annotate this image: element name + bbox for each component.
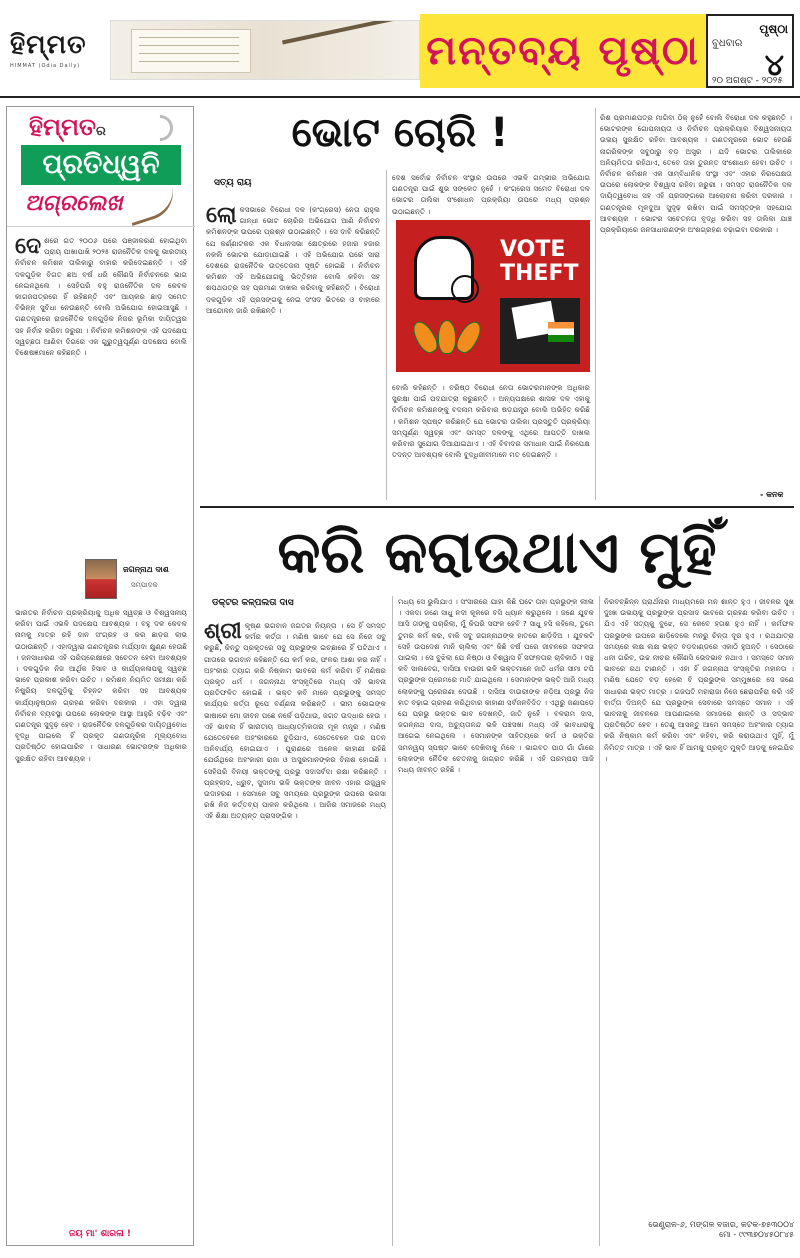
editor-credit bbox=[15, 559, 187, 603]
article2-column1 bbox=[204, 620, 386, 822]
dropcap: ଲୋ bbox=[206, 203, 237, 228]
article2-headline[interactable]: କରି କରାଉଥାଏ ମୁହିଁ bbox=[277, 518, 717, 586]
editor-role: ସମ୍ପାଦକ bbox=[131, 581, 158, 589]
article2-column3: ନିରବଚ୍ଛିନ୍ନ ପ୍ରାର୍ଥନାର ମାଧ୍ୟମରେ ମନ ଶାନ୍ତ ହୁଏ । ଜୀବନର ସୁଖ ଦୁଃଖ ଉଭୟକୁ ପ୍ରଭୁଙ୍କ ପ୍ରସାଦ ଭାବରେ ଗ୍ରହଣ କରିବା ଉଚିତ । ଯିଏ ଏହି ସତ୍ୟକୁ ବୁଝେ, ସେ କେବେ ହତାଶ ହୁଏ ନାହିଁ । କର୍ମଫଳ ପ୍ରଭୁଙ୍କ ଉପରେ ଛାଡ଼ିଦେଲେ ମନରୁ ଚିନ୍ତା ଦୂର ହୁଏ । ରଥଯାତ୍ରା ସମୟରେ ଲକ୍ଷ ଲକ୍ଷ ଭକ୍ତ ବଡ଼ଦାଣ୍ଡରେ ଏକାଠି ହୁଅନ୍ତି । ସେଠାରେ ଧନୀ ଗରିବ, ଉଚ୍ଚ ନୀଚର କୌଣସି ଭେଦଭାବ ନଥାଏ । ସମସ୍ତେ ସମାନ ଭାବରେ ରଥ ଟାଣନ୍ତି । ଏହା ହିଁ ଜଗନ୍ନାଥ ସଂସ୍କୃତିର ମହାନତା । ମଣିଷ ଯେତେ ବଡ଼ ହେଲେ ବି ପ୍ରଭୁଙ୍କ ସମ୍ମୁଖରେ ସେ ଜଣେ ସାଧାରଣ ଭକ୍ତ ମାତ୍ର । ଗଜପତି ମହାରାଜା ନିଜେ ଛେରାପହଁରା କରି ଏହି ବାର୍ତ୍ତା ଦିଅନ୍ତି ଯେ ପ୍ରଭୁଙ୍କ ସେବାରେ ସମସ୍ତେ ସମାନ । ଏହି ଭାବନାକୁ ଜୀବନରେ ଆପଣାଇଲେ ସମାଜରେ ଶାନ୍ତି ଓ ସଦ୍ଭାବ ପ୍ରତିଷ୍ଠିତ ହେବ । ତେଣୁ ଆସନ୍ତୁ ଆମେ ସମସ୍ତେ ଅହଂକାର ତ୍ୟାଗ କରି ନିଷ୍କାମ କର୍ମ କରିବା ଏବଂ କହିବା, କରି କରାଉଥାଏ ମୁହିଁ, ମୁଁ ନିମିତ୍ତ ମାତ୍ର । ଏହି ଭାବ ହିଁ ଆମକୁ ପ୍ରକୃତ ମୁକ୍ତି ଆଡ଼କୁ ନେଇଯିବ । bbox=[604, 597, 794, 763]
section-divider bbox=[200, 506, 794, 508]
paper-line bbox=[139, 61, 239, 62]
lotus-petal bbox=[453, 318, 486, 356]
editor-name: ଜଗନ୍ନାଥ ଦାଶ bbox=[123, 565, 169, 574]
palm-line bbox=[451, 275, 479, 303]
brand-banner: ପ୍ରତିଧ୍ୱନି bbox=[21, 145, 181, 185]
date-label: ୨୦ ଅଗଷ୍ଟ - ୨୦୨୫ bbox=[712, 76, 783, 86]
page-title-band bbox=[420, 14, 706, 88]
column-divider bbox=[386, 170, 387, 500]
article2-column2: ମଧ୍ୟ ସେ ଭୁଲିଯାଏ । ସଂସାରରେ ଯାହା କିଛି ଘଟେ ତାହା ପ୍ରଭୁଙ୍କ ଲୀଳା । ଏକଦା ଜଣେ ସାଧୁ ନଦୀ କୂଳରେ ବସି ଧ୍ୟାନ କରୁଥିଲେ । ଜଣେ ଯୁବକ ଆସି ତାଙ୍କୁ ପଚାରିଲା, ମୁଁ କିପରି ସଫଳ ହେବି ? ସାଧୁ ହସି କହିଲେ, ତୁମେ ତୁମର କର୍ମ କର, ବାକି ସବୁ ଜଗନ୍ନାଥଙ୍କ ହାତରେ ଛାଡ଼ିଦିଅ । ଯୁବକଟି ସେହି ଉପଦେଶ ମାନି ଚାଲିଲା ଏବଂ କିଛି ବର୍ଷ ପରେ ଜୀବନରେ ସଫଳତା ପାଇଲା । ସେ ବୁଝିଲା ଯେ ନିଷ୍ଠା ଓ ବିଶ୍ୱାସ ହିଁ ସଫଳତାର ଚାବିକାଠି । ସନ୍ଥ କବି ସାଲବେଗ, ଦାସିଆ ବାଉରୀ ଭଳି ଭକ୍ତମାନେ ଜାତି ଧର୍ମର ସୀମା ଟପି ପ୍ରଭୁଙ୍କ ପ୍ରେମରେ ମାତି ଯାଇଥିଲେ । ସେମାନଙ୍କ ଭକ୍ତି ଆଜି ମଧ୍ୟ ଲୋକଙ୍କୁ ପ୍ରେରଣା ଦେଉଛି । ଦାସିଆ ବାଉରୀଙ୍କ ନଡ଼ିଆ ପ୍ରଭୁ ନିଜ ହାତ ବଢ଼ାଇ ଗ୍ରହଣ କରିଥିବାର କାହାଣୀ ସର୍ବଜନବିଦିତ । ଏଥିରୁ ଜଣାପଡ଼େ ଯେ ପ୍ରଭୁ ଭକ୍ତର ଭାବ ଦେଖନ୍ତି, ଜାତି ନୁହେଁ । ବଳରାମ ଦାସ, ଜଗନ୍ନାଥ ଦାସ, ଅଚ୍ୟୁତାନନ୍ଦ ଭଳି ପଞ୍ଚସଖା ମଧ୍ୟ ଏହି ଭାବଧାରାକୁ ଆଗେଇ ନେଇଥିଲେ । ସେମାନଙ୍କ ସାହିତ୍ୟରେ କର୍ମ ଓ ଭକ୍ତିର ସମନ୍ୱୟ ସ୍ପଷ୍ଟ ଭାବେ ଦେଖିବାକୁ ମିଳେ । ଭାଗବତ ପାଠ ଗାଁ ଗାଁରେ ଲୋକଙ୍କ ନୈତିକ ଚେତନାକୁ ଜାଗ୍ରତ କରିଛି । ଏହି ପରମ୍ପରା ଆଜି ମଧ୍ୟ ଜୀବନ୍ତ ରହିଛି । bbox=[398, 597, 594, 775]
editorial-text-upper bbox=[15, 235, 187, 358]
column-divider bbox=[595, 108, 596, 500]
brand-title-text: ହିମ୍ମତ bbox=[29, 113, 97, 141]
lotus-petal bbox=[438, 320, 456, 354]
article1-paragraph: କସଭାରେ ବିରୋଧୀ ଦଳ (କଂଗ୍ରେସ) ନେତା ରାହୁଲ ଗାନ୍ଧୀ ଭୋଟ ଚୋରିର ଅଭିଯୋଗ ଆଣି ନିର୍ବାଚନ କମିଶନଙ୍କ ଉପରେ ପ୍ରଶ୍ନ ଉଠାଇଛନ୍ତି । ସେ ଦାବି କରିଛନ୍ତି ଯେ କର୍ଣ୍ଣାଟକର ଏକ ବିଧାନସଭା କ୍ଷେତ୍ରରେ ହଜାର ହଜାର ନକଲି ଭୋଟର ଯୋଡ଼ାଯାଇଛି । ଏହି ଅଭିଯୋଗ ପରେ ସାରା ଦେଶରେ ରାଜନୈତିକ ଉତ୍ତେଜନା ସୃଷ୍ଟି ହୋଇଛି । ନିର୍ବାଚନ କମିଶନ ଏହି ଅଭିଯୋଗକୁ ଭିତ୍ତିହୀନ ବୋଲି କହିବା ସହ ଶପଥପତ୍ର ସହ ପ୍ରମାଣ ଦାଖଲ କରିବାକୁ କହିଛନ୍ତି । ବିରୋଧୀ ଦଳଗୁଡ଼ିକ ଏହି ପ୍ରସଙ୍ଗକୁ ନେଇ ସଂସଦ ଭିତରେ ଓ ବାହାରେ ଆନ୍ଦୋଳନ ଜାରି ରଖିଛନ୍ତି । bbox=[206, 205, 380, 315]
article1-headline[interactable]: ଭୋଟ ଚୋରି ! bbox=[291, 110, 509, 156]
page-number: ୪ bbox=[764, 48, 784, 83]
article1-column1 bbox=[206, 204, 380, 316]
editorial-text-lower: ଭାରତର ନିର୍ବାଚନ ପ୍ରକ୍ରିୟାକୁ ଅଧିକ ସ୍ୱଚ୍ଛ ଓ ବିଶ୍ୱସନୀୟ କରିବା ପାଇଁ ଏଭଳି ପଦକ୍ଷେପ ଆବଶ୍ୟକ । ବହୁ ଦଳ କେବଳ ନାମକୁ ମାତ୍ର ରହି ଦାନ ସଂଗ୍ରହ ଓ କର ଛାଡ଼ର ଲାଭ ଉଠାଉଛନ୍ତି । ଏହାଦ୍ୱାରା ଗଣତନ୍ତ୍ରର ମର୍ଯ୍ୟାଦା କ୍ଷୁଣ୍ଣ ହେଉଛି । ଜନସାଧାରଣ ଏହି ପରିପ୍ରେକ୍ଷୀରେ ସଚେତନ ହେବା ଆବଶ୍ୟକ । ଦଳଗୁଡ଼ିକ ନିଜ ଆର୍ଥିକ ହିସାବ ଓ କାର୍ଯ୍ୟକଳାପକୁ ସ୍ୱଚ୍ଛ ଭାବେ ପ୍ରକାଶ କରିବା ଉଚିତ । କମିଶନ ନିୟମିତ ସମୀକ୍ଷା କରି ନିଷ୍କ୍ରିୟ ଦଳଗୁଡ଼ିକୁ ଚିହ୍ନଟ କରିବା ସହ ଆବଶ୍ୟକ କାର୍ଯ୍ୟାନୁଷ୍ଠାନ ଗ୍ରହଣ କରିବା ଦରକାର । ଏହା ଦ୍ୱାରା ନିର୍ବାଚନ ବ୍ୟବସ୍ଥା ଉପରେ ଲୋକଙ୍କ ଆସ୍ଥା ଆହୁରି ବଢ଼ିବ ଏବଂ ଗଣତନ୍ତ୍ର ସୁଦୃଢ଼ ହେବ । ରାଜନୈତିକ ଦଳଗୁଡ଼ିକର ଦାୟିତ୍ୱବୋଧ ବୃଦ୍ଧି ପାଇଲେ ହିଁ ପ୍ରକୃତ ଗଣତାନ୍ତ୍ରିକ ମୂଲ୍ୟବୋଧ ପ୍ରତିଷ୍ଠିତ ହୋଇପାରିବ । ସାଧାରଣ ଭୋଟରଙ୍କ ଅଧିକାର ସୁରକ୍ଷିତ ରହିବା ଆବଶ୍ୟକ । bbox=[15, 608, 187, 763]
article2-byline: ଡକ୍ଟର କଳ୍ପଲତା ଦାସ bbox=[212, 598, 294, 608]
broadcast-icon bbox=[142, 110, 179, 147]
author-contact bbox=[604, 1220, 794, 1240]
column-divider bbox=[599, 596, 600, 1246]
article1-column2b: ବୋଲି କହିଛନ୍ତି । ବରିଷ୍ଠ ବିରୋଧୀ ନେତା ଭୋଟରମାନଙ୍କ ଅଧିକାର ସୁରକ୍ଷା ପାଇଁ ପଦଯାତ୍ରା କରୁଛନ୍ତି । ଅନ୍ୟପକ୍ଷରେ ଶାସକ ଦଳ ଏହାକୁ ନିର୍ବାଚନ କମିଶନଙ୍କୁ ବଦନାମ କରିବାର ଷଡ଼ଯନ୍ତ୍ର ବୋଲି ଅଭିହିତ କରିଛି । କମିଶନ ସ୍ପଷ୍ଟ କରିଛନ୍ତି ଯେ ଭୋଟର ତାଲିକା ପ୍ରସ୍ତୁତି ପ୍ରକ୍ରିୟା ସମ୍ପୂର୍ଣ୍ଣ ସ୍ୱଚ୍ଛ ଏବଂ ସମସ୍ତ ଦଳଙ୍କୁ ଏଥିରେ ଆପତ୍ତି ଦାଖଲ କରିବାର ସୁଯୋଗ ଦିଆଯାଇଥାଏ । ଏହି ବିବାଦର ସମାଧାନ ପାଇଁ ନିରପେକ୍ଷ ତଦନ୍ତ ଆବଶ୍ୟକ ବୋଲି ବୁଦ୍ଧିଜୀବୀମାନେ ମତ ଦେଇଛନ୍ତି । bbox=[392, 383, 590, 460]
hand-symbol-icon bbox=[414, 236, 474, 300]
quill-icon bbox=[124, 184, 180, 226]
column-divider bbox=[392, 596, 393, 1246]
lotus-petal bbox=[409, 318, 442, 356]
sidebar-footer: ଜୟ ମା' ଶାରଳା ! bbox=[69, 1229, 131, 1239]
paper-line bbox=[139, 45, 239, 46]
editorial-sidebar bbox=[6, 106, 194, 1246]
author-phone: ମୋ - ୯୯୩୭୦୪୫୦୮୪୫ bbox=[719, 1230, 794, 1239]
author-address: ଭେଣ୍ଟ୍ରାଳ-୬, ମଙ୍ଗଳ ବଜାର, କଟକ-୭୫୩୦୦୪ bbox=[648, 1220, 794, 1229]
dropcap: ଶ୍ରୀ bbox=[204, 619, 242, 644]
lotus-symbol-icon bbox=[412, 312, 482, 362]
paper-line bbox=[139, 53, 239, 54]
masthead-decor-image bbox=[110, 20, 420, 80]
editor-photo bbox=[85, 559, 117, 599]
masthead bbox=[0, 0, 800, 98]
dropcap: ଦେ bbox=[15, 234, 42, 259]
brand-title-suffix: ର bbox=[96, 124, 106, 139]
article2-paragraph: କୃଷ୍ଣ ଭଗବାନ ଜଗତର ନିୟନ୍ତା । ସେ ହିଁ ସମସ୍ତ କର୍ମର କର୍ତ୍ତା । ମଣିଷ ଭାବେ ଯେ ସେ ନିଜେ ସବୁ କରୁଛି, କିନ୍ତୁ ପ୍ରକୃତରେ ସବୁ ପ୍ରଭୁଙ୍କ ଇଚ୍ଛାରେ ହିଁ ଘଟିଥାଏ । ଗୀତାରେ ଭଗବାନ କହିଛନ୍ତି ଯେ କର୍ମ କର, ଫଳର ଆଶା କର ନାହିଁ । ଅହଂକାର ତ୍ୟାଗ କରି ନିଷ୍କାମ ଭାବରେ କର୍ମ କରିବା ହିଁ ମଣିଷର ପ୍ରକୃତ ଧର୍ମ । ଜଗନ୍ନାଥ ସଂସ୍କୃତିରେ ମଧ୍ୟ ଏହି ଭାବନା ପ୍ରତିଫଳିତ ହୋଇଛି । ଭକ୍ତ କବି ମାନେ ପ୍ରଭୁଙ୍କୁ ସମସ୍ତ କାର୍ଯ୍ୟର କର୍ତ୍ତା ରୂପେ ବର୍ଣ୍ଣନା କରିଛନ୍ତି । ଭୀମ ଭୋଇଙ୍କ ଭାଷାରେ ମୋ ଜୀବନ ପଛେ ନର୍କେ ପଡ଼ିଥାଉ, ଜଗତ ଉଦ୍ଧାର ହେଉ । ଏହି ଭାବନା ହିଁ ଭାରତୀୟ ଆଧ୍ୟାତ୍ମିକତାର ମୂଳ ମନ୍ତ୍ର । ମଣିଷ ଯେତେବେଳେ ଅହଂକାରରେ ବୁଡ଼ିଯାଏ, ସେତେବେଳେ ତାର ପତନ ଅନିବାର୍ଯ୍ୟ ହୋଇଯାଏ । ପୁରାଣରେ ଅନେକ କାହାଣୀ ରହିଛି ଯେଉଁଥିରେ ଅହଂକାରୀ ରାଜା ଓ ଅସୁରମାନଙ୍କର ବିନାଶ ହୋଇଛି । ସେହିପରି ବିନୟୀ ଭକ୍ତଙ୍କୁ ପ୍ରଭୁ ସଦାସର୍ବଦା ରକ୍ଷା କରିଛନ୍ତି । ପ୍ରହ୍ଲାଦ, ଧ୍ରୁବ, ସୁଦାମା ଭଳି ଭକ୍ତଙ୍କ ଜୀବନ ଏହାର ଉଜ୍ଜ୍ୱଳ ଉଦାହରଣ । ସେମାନେ ସବୁ ସମୟରେ ପ୍ରଭୁଙ୍କ ଉପରେ ଭରସା ରଖି ନିଜ କର୍ତ୍ତବ୍ୟ ପାଳନ କରିଥିଲେ । ଆଜିର ସମାଜରେ ମଧ୍ୟ ଏହି ଶିକ୍ଷା ଅତ୍ୟନ୍ତ ପ୍ରାସଙ୍ଗିକ । bbox=[204, 621, 386, 821]
page-title: ମନ୍ତବ୍ୟ ପୃଷ୍ଠା bbox=[426, 28, 700, 74]
paper-illustration bbox=[131, 29, 251, 73]
brand-subtitle: ଅଗ୍ରଲେଖ bbox=[25, 191, 123, 216]
flag-icon bbox=[548, 322, 574, 342]
article1-byline: ସତ୍ୟ ରାୟ bbox=[214, 178, 252, 188]
logo-text: ହିମ୍ମତ bbox=[10, 30, 87, 60]
logo-subtitle: HIMMAT (Odia Daily) bbox=[10, 63, 81, 69]
date-box bbox=[706, 14, 794, 88]
article1-column2a: ଦେଶ ସର୍ବୋଚ୍ଚ ନିର୍ବାଚନ ସଂସ୍ଥାର ଉପରେ ଏଭଳି ଗମ୍ଭୀର ଅଭିଯୋଗ ଗଣତନ୍ତ୍ର ପାଇଁ ଶୁଭ ସଙ୍କେତ ନୁହେଁ । କଂଗ୍ରେସ ସମେତ ବିରୋଧୀ ଦଳ ଭୋଟର ତାଲିକା ସଂଶୋଧନ ପ୍ରକ୍ରିୟା ଉପରେ ମଧ୍ୟ ପ୍ରଶ୍ନ ଉଠାଇଛନ୍ତି । bbox=[392, 173, 590, 216]
paper-line bbox=[139, 37, 239, 38]
vote-theft-label: VOTE THEFT bbox=[500, 237, 579, 286]
article1-column3: ରିଶ ପ୍ରମାଣପତ୍ର ମାଗିବା ଠିକ୍ ନୁହେଁ ବୋଲି ବିରୋଧୀ ଦଳ କହୁଛନ୍ତି । ଭୋଟରଙ୍କ ଗୋପନୀୟତା ଓ ନିର୍ବାଚନ ପ୍ରକ୍ରିୟାର ବିଶ୍ୱସନୀୟତା ଉଭୟ ସୁରକ୍ଷିତ ରହିବା ଆବଶ୍ୟକ । ଗଣତନ୍ତ୍ରରେ ଭୋଟ ହେଉଛି ନାଗରିକଙ୍କ ସବୁଠାରୁ ବଡ଼ ଅସ୍ତ୍ର । ଯଦି ଭୋଟର ତାଲିକାରେ ଅନିୟମିତତା ରହିଥାଏ, ତେବେ ତାହା ତୁରନ୍ତ ସଂଶୋଧନ ହେବା ଉଚିତ । ନିର୍ବାଚନ କମିଶନ ଏକ ସାମ୍ବିଧାନିକ ସଂସ୍ଥା ଏବଂ ଏହାର ନିରପେକ୍ଷତା ଉପରେ ଲୋକଙ୍କ ବିଶ୍ୱାସ ରହିବା ଜରୁରୀ । ସମସ୍ତ ରାଜନୈତିକ ଦଳ ଦାୟିତ୍ୱବୋଧ ସହ ଏହି ପ୍ରସଙ୍ଗରେ ଆଲୋଚନା କରିବା ଦରକାର । ଗଣତନ୍ତ୍ରର ମୂଳଦୁଆ ସୁଦୃଢ଼ ରଖିବା ପାଇଁ ସମସ୍ତଙ୍କ ସହଯୋଗ ଆବଶ୍ୟକ । ଭୋଟର ସଚେତନତା ବୃଦ୍ଧି କରିବା ସହ ତାଲିକା ଯାଞ୍ଚ ପ୍ରକ୍ରିୟାରେ ଜନସାଧାରଣଙ୍କ ଅଂଶଗ୍ରହଣ ବଢ଼ାଇବା ଦରକାର । bbox=[600, 113, 792, 235]
page-label: ପୃଷ୍ଠା bbox=[759, 22, 788, 36]
brand-title bbox=[29, 113, 106, 141]
newspaper-logo[interactable] bbox=[10, 30, 102, 76]
column-brand bbox=[7, 107, 195, 227]
ballot-box-icon bbox=[500, 298, 580, 364]
editorial-paragraph: ଶରେ ଗତ ୨୦୦୬ ପରେ ପଞ୍ଜୀକରଣ ହୋଇଥିବା ପ୍ରାୟ ପାଖାପାଖି ୨୦୨୫ ରାଜନୈତିକ ଦଳକୁ ଭାରତୀୟ ନିର୍ବାଚନ କମିଶନ ତାଲିକାରୁ ବାହାର କରିଦେଇଛନ୍ତି । ଏହି ଦଳଗୁଡ଼ିକ ବିଗତ ଛଅ ବର୍ଷ ଧରି କୌଣସି ନିର୍ବାଚନରେ ଭାଗ ନେଇନଥିଲେ । ସେହିପରି ବହୁ ରାଜନୈତିକ ଦଳ କେବଳ କାଗଜପତ୍ରରେ ହିଁ ରହିଛନ୍ତି ଏବଂ ଆୟକର ଛାଡ଼ ସମେତ ବିଭିନ୍ନ ସୁବିଧା ନେଉଛନ୍ତି ବୋଲି ଅଭିଯୋଗ ହୋଇଆସୁଛି । ଗଣତନ୍ତ୍ରରେ ରାଜନୈତିକ ଦଳଗୁଡ଼ିକ ନିଜର ଭୂମିକା ଦାୟିତ୍ୱର ସହ ନିର୍ବାହ କରିବା ଜରୁରୀ । ନିର୍ବାଚନ କମିଶନଙ୍କ ଏହି ପଦକ୍ଷେପ ସ୍ୱଚ୍ଛତା ଆଣିବା ଦିଗରେ ଏକ ଗୁରୁତ୍ୱପୂର୍ଣ୍ଣ ପଦକ୍ଷେପ ବୋଲି ବିଶେଷଜ୍ଞମାନେ କହିଛନ୍ତି । bbox=[15, 236, 187, 358]
day-label: ବୁଧବାର bbox=[712, 38, 743, 49]
article1-author-end: - କନକ bbox=[760, 490, 784, 499]
vote-theft-image[interactable] bbox=[396, 220, 590, 372]
pen-icon bbox=[282, 20, 410, 44]
